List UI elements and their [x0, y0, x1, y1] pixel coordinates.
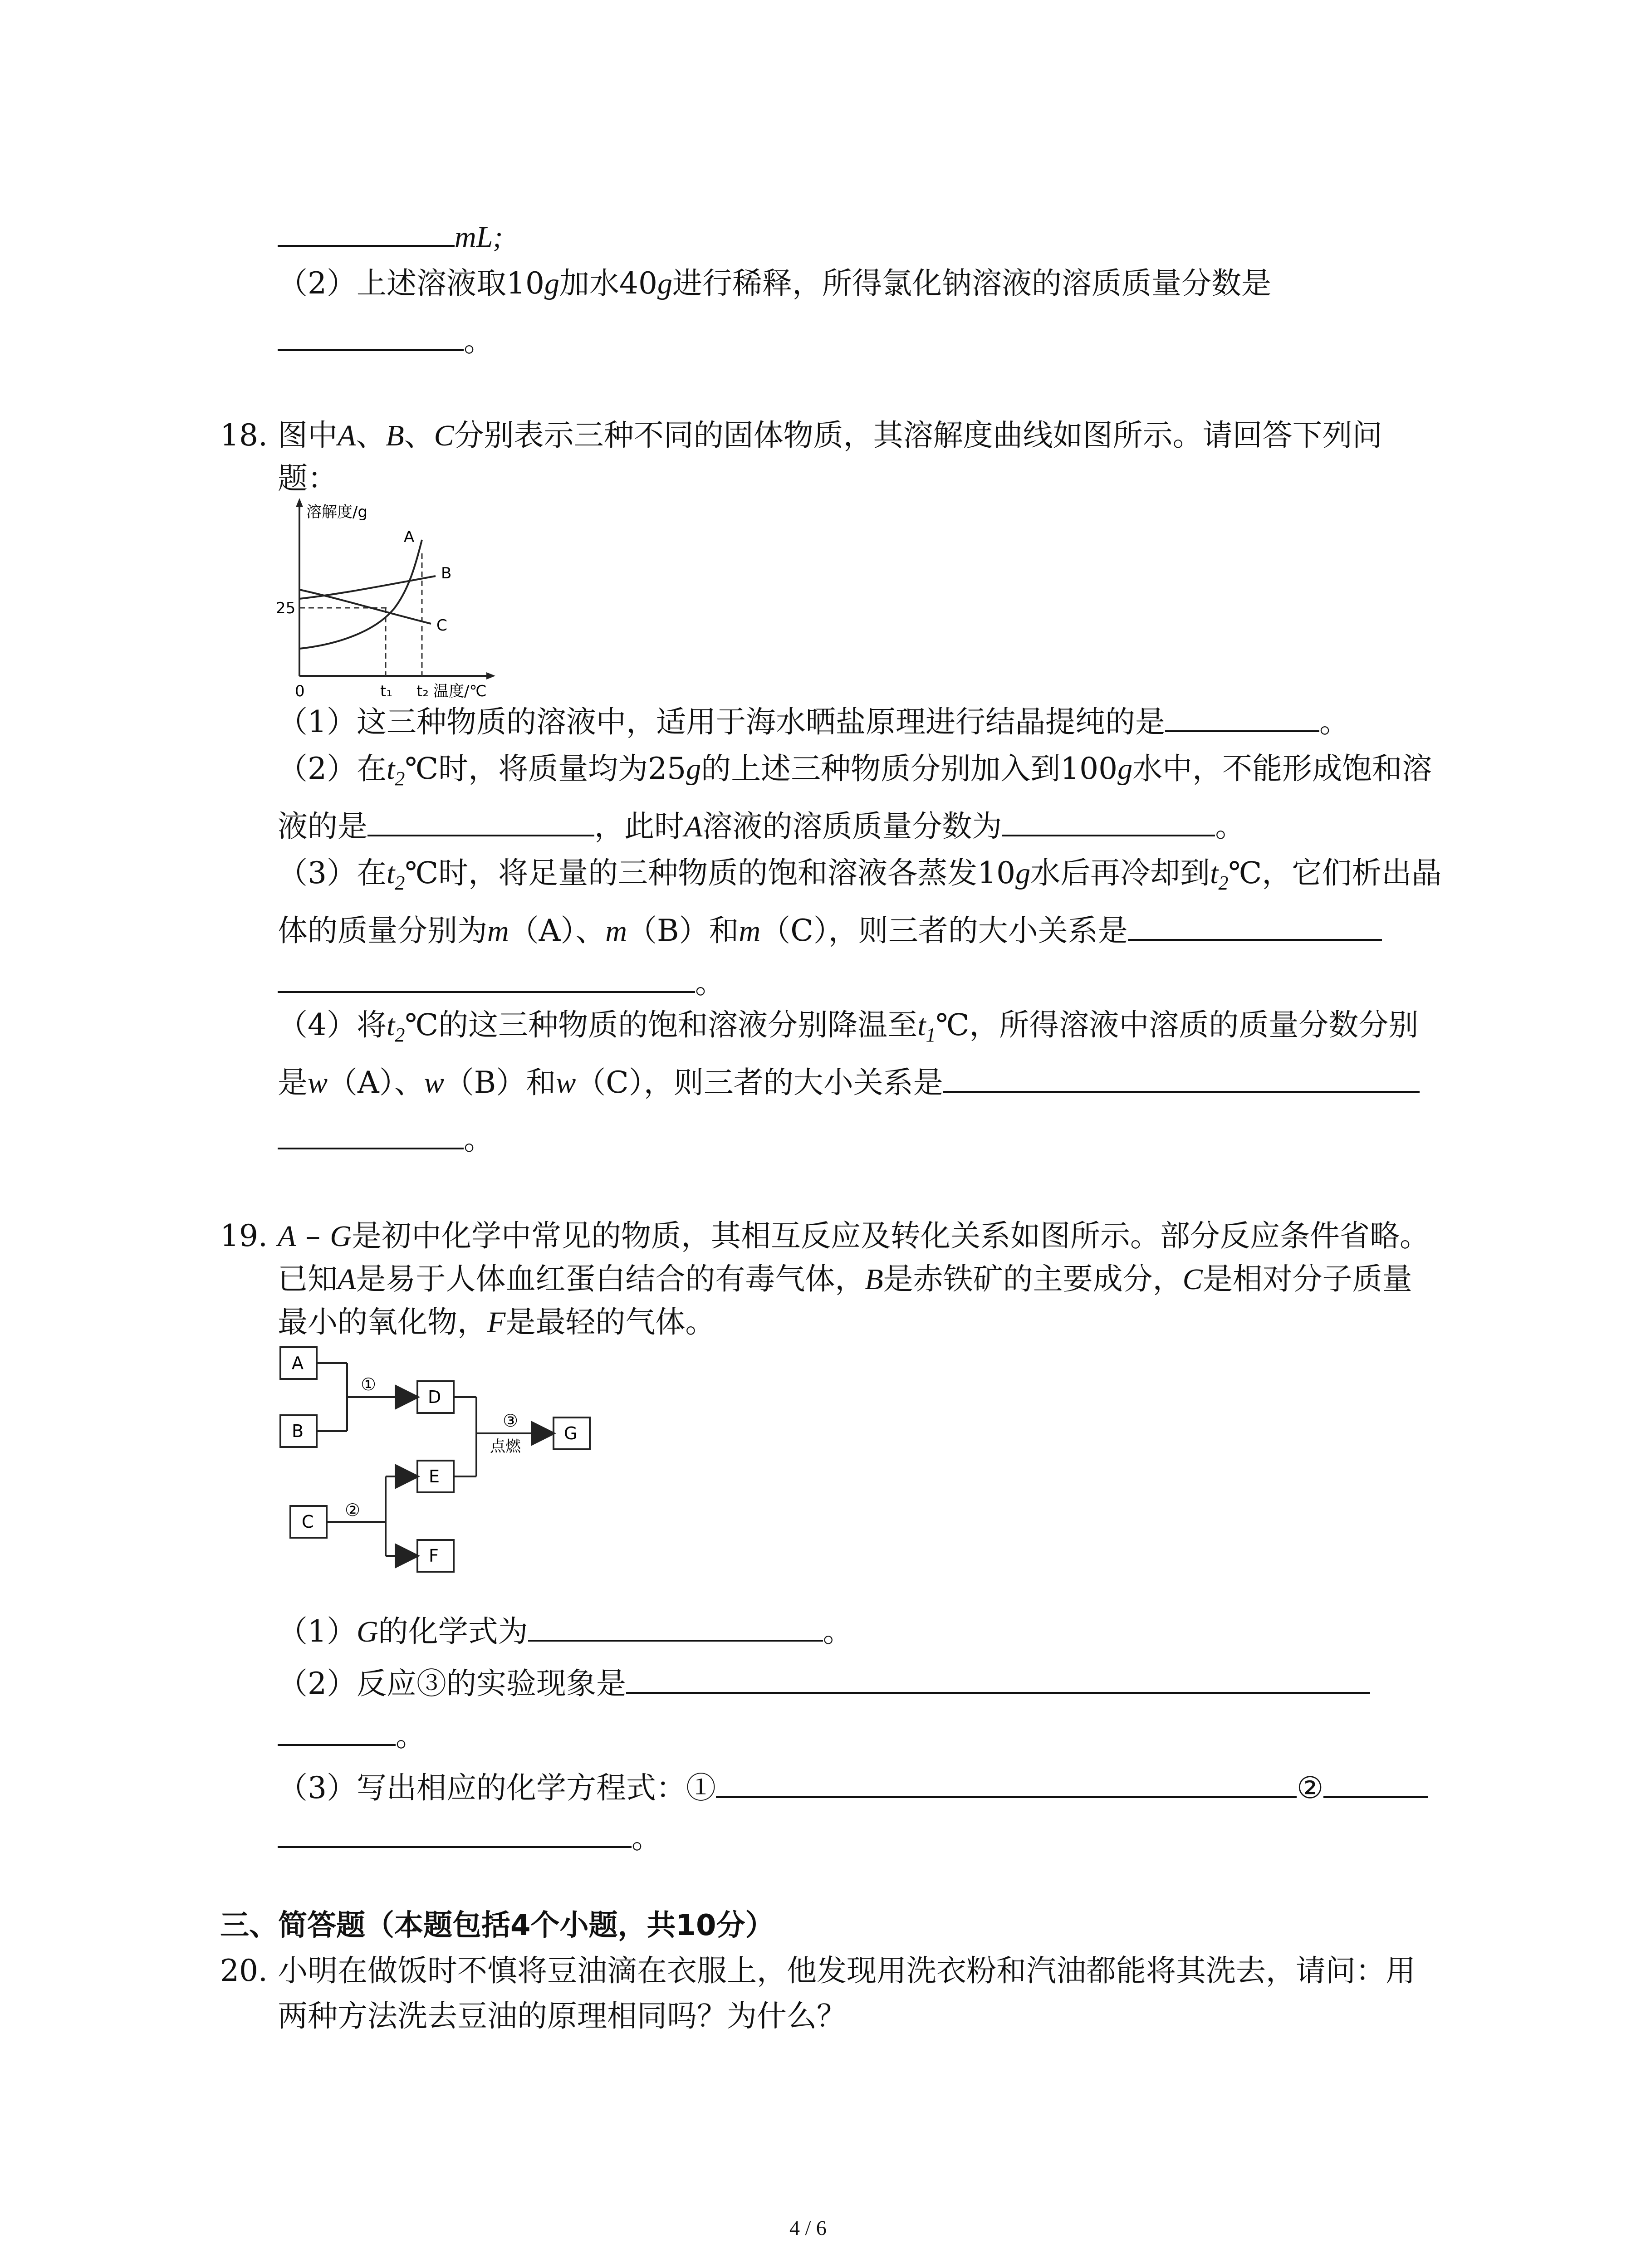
text: 溶液的溶质质量分数为: [702, 809, 1002, 844]
y-axis-label: 溶解度/g: [306, 503, 368, 521]
text: 是: [278, 1065, 308, 1100]
period: 。: [1215, 809, 1245, 844]
period: 。: [823, 1614, 853, 1649]
answer-blank[interactable]: [278, 1712, 396, 1746]
q18-sub4-line2: [278, 1059, 1420, 1104]
value: 40: [619, 266, 657, 301]
answer-blank[interactable]: [278, 318, 464, 351]
var: A: [278, 1220, 296, 1253]
subscript: 2: [395, 1024, 405, 1046]
text: （B）: [444, 1065, 526, 1100]
text: 两种方法洗去豆油的原理相同吗？为什么？: [278, 1999, 847, 2033]
answer-blank[interactable]: [278, 1814, 632, 1848]
x-tick-t2: t₂: [416, 682, 429, 700]
var: w: [424, 1066, 444, 1100]
period: 。: [1319, 704, 1349, 739]
answer-blank[interactable]: [278, 1116, 464, 1149]
text: ℃时，将足量的三种物质的饱和溶液各蒸发: [405, 855, 978, 890]
text: 、: [404, 418, 434, 453]
value: 10: [506, 266, 544, 301]
unit: g: [686, 753, 701, 786]
text: 的上述三种物质分别加入到: [701, 751, 1061, 786]
node-d-label: D: [428, 1387, 441, 1407]
text: –: [296, 1218, 330, 1253]
var: t: [917, 1009, 926, 1042]
x-axis-arrow: [486, 672, 495, 679]
period: 。: [695, 965, 725, 1000]
text: 分别表示三种不同的固体物质，其溶解度曲线如图所示。请回答下列问: [454, 418, 1382, 453]
value: 100: [1060, 751, 1118, 786]
text: 是相对分子质量: [1202, 1261, 1412, 1296]
text: 进行稀释，所得氯化钠溶液的溶质质量分数是: [672, 266, 1271, 301]
q18-sub3-line3: [278, 959, 725, 1003]
text: （C）: [760, 913, 828, 948]
text: 上述溶液取: [357, 266, 506, 301]
subscript: 2: [395, 767, 405, 790]
text: 和: [709, 913, 739, 948]
var: t: [387, 1009, 395, 1042]
text: （4）将: [278, 1007, 387, 1042]
q19-sub3-line2: [278, 1814, 661, 1858]
label-b: B: [441, 564, 452, 582]
value: 10: [977, 855, 1016, 890]
q18-sub3-line2: [278, 907, 1382, 952]
solubility-curve-chart: [272, 494, 508, 703]
text: 液的是: [278, 809, 367, 844]
node-c-label: C: [302, 1512, 314, 1532]
period: 。: [396, 1718, 426, 1753]
var: m: [487, 914, 509, 948]
unit: g: [1015, 857, 1031, 890]
text: 、: [394, 1065, 424, 1100]
answer-blank[interactable]: [1323, 1765, 1428, 1798]
answer-blank[interactable]: [278, 213, 455, 247]
q18-sub2-line2: [278, 803, 1245, 847]
text: （1）这三种物质的溶液中，适用于海水晒盐原理进行结晶提纯的是: [278, 704, 1165, 739]
period: 。: [632, 1820, 661, 1855]
q19-stem-line3: [278, 1302, 715, 1343]
text: 是初中化学中常见的物质，其相互反应及转化关系如图所示。部分反应条件省略。: [351, 1218, 1430, 1253]
node-g-label: G: [564, 1423, 578, 1443]
text: （3）在: [278, 855, 387, 890]
text: （A）: [509, 913, 576, 948]
reaction-1-label: ①: [361, 1374, 377, 1394]
text: （2）在: [278, 751, 387, 786]
q19-stem-line2: [278, 1259, 1412, 1300]
text: 加水: [559, 266, 619, 301]
label-a: A: [404, 528, 415, 546]
var: G: [357, 1615, 378, 1648]
text: 体的质量分别为: [278, 913, 487, 948]
answer-blank[interactable]: [367, 803, 594, 836]
node-b-label: B: [292, 1421, 304, 1441]
q19-sub1: [278, 1608, 853, 1652]
var: A: [338, 419, 356, 452]
text: ℃，它们析出晶: [1228, 855, 1442, 890]
answer-blank[interactable]: [626, 1660, 1370, 1694]
value: 25: [648, 751, 686, 786]
var: m: [605, 914, 627, 948]
origin-label: 0: [295, 682, 305, 700]
reaction-3-label: ③: [503, 1411, 519, 1431]
reaction-diagram: [272, 1343, 608, 1588]
y-tick-25: 25: [276, 599, 296, 617]
q17-blank-1-line: [278, 213, 503, 258]
q18-sub4-line1: [278, 1005, 1418, 1056]
sub-number: （2）: [278, 266, 357, 301]
q18-stem-line1: [220, 415, 1382, 456]
reaction-2-label: ②: [345, 1500, 361, 1520]
q18-sub3-line1: [278, 853, 1441, 904]
answer-blank[interactable]: [1128, 907, 1382, 941]
period: 。: [464, 1122, 494, 1157]
question-number: 18.: [220, 418, 268, 453]
text: 是赤铁矿的主要成分，: [883, 1261, 1183, 1296]
subscript: 1: [926, 1024, 936, 1046]
text: 最小的氧化物，: [278, 1305, 487, 1339]
label-c: C: [436, 616, 447, 635]
text: ②: [1297, 1770, 1324, 1805]
q17-sub2: [278, 263, 1271, 304]
text: ，此时: [594, 809, 684, 844]
text: （3）写出相应的化学方程式：①: [278, 1770, 716, 1805]
section-heading: 三、简答题（本题包括4个小题，共10分）: [220, 1909, 774, 1942]
question-number: 20.: [220, 1953, 268, 1988]
q18-stem-line2: [278, 458, 338, 499]
text: 水后再冷却到: [1030, 855, 1210, 890]
var: t: [387, 857, 395, 890]
unit: g: [544, 267, 559, 300]
var: w: [308, 1066, 328, 1100]
unit: g: [657, 267, 672, 300]
q18-sub2-line1: [278, 748, 1432, 799]
answer-blank[interactable]: [1002, 803, 1215, 836]
answer-blank[interactable]: [278, 959, 695, 993]
subscript: 2: [395, 872, 405, 894]
var: t: [1210, 857, 1219, 890]
var: F: [487, 1306, 506, 1339]
var: C: [434, 419, 454, 452]
q20-line1: [220, 1950, 1416, 1991]
text: 、: [356, 418, 386, 453]
q17-blank-2-line: [278, 318, 494, 362]
question-number: 19.: [220, 1218, 268, 1253]
var: A: [684, 810, 703, 843]
q18-sub4-line3: [278, 1116, 494, 1160]
var: m: [739, 914, 761, 948]
var: B: [386, 419, 404, 452]
unit-ml: mL;: [455, 220, 503, 254]
text: 题：: [278, 461, 338, 496]
answer-blank[interactable]: [528, 1608, 823, 1642]
var: C: [1182, 1263, 1203, 1296]
period: 。: [464, 323, 494, 358]
text: （A）: [328, 1065, 394, 1100]
text: （2）反应③的实验现象是: [278, 1666, 626, 1701]
text: 图中: [278, 418, 338, 453]
q19-sub2: [278, 1660, 1370, 1704]
answer-blank[interactable]: [716, 1765, 1297, 1798]
answer-blank[interactable]: [1165, 699, 1319, 732]
node-a-label: A: [292, 1353, 304, 1373]
page-number: 4 / 6: [789, 2216, 827, 2239]
q20-line2: [278, 1996, 847, 2037]
node-e-label: E: [429, 1466, 440, 1486]
text: ，则三者的大小关系是: [828, 913, 1128, 948]
curve-c: [299, 590, 431, 624]
text: ，则三者的大小关系是: [643, 1065, 943, 1100]
text: 水中，不能形成饱和溶: [1132, 751, 1432, 786]
answer-blank[interactable]: [943, 1059, 1420, 1093]
text: 、: [575, 913, 606, 948]
text: ℃的这三种物质的饱和溶液分别降温至: [405, 1007, 918, 1042]
var: w: [556, 1066, 576, 1100]
text: 的化学式为: [378, 1614, 528, 1649]
text: ℃时，将质量均为: [405, 751, 648, 786]
var: G: [330, 1220, 352, 1253]
condition-ignite-label: 点燃: [490, 1437, 521, 1456]
var: B: [865, 1263, 883, 1296]
text: 是最轻的气体。: [505, 1305, 715, 1339]
subscript: 2: [1218, 872, 1229, 894]
text: （C）: [576, 1065, 644, 1100]
text: 是易于人体血红蛋白结合的有毒气体，: [356, 1261, 865, 1296]
text: 已知: [278, 1261, 338, 1296]
text: 和: [526, 1065, 556, 1100]
var: A: [338, 1263, 356, 1296]
text: 小明在做饭时不慎将豆油滴在衣服上，他发现用洗衣粉和汽油都能将其洗去，请问：用: [278, 1953, 1416, 1988]
unit: g: [1117, 753, 1133, 786]
text: （1）: [278, 1614, 357, 1649]
var: t: [387, 753, 395, 786]
text: （B）: [627, 913, 709, 948]
q19-stem-line1: [220, 1216, 1430, 1257]
x-tick-t1: t₁: [380, 682, 392, 700]
q19-sub3: [278, 1765, 1428, 1809]
x-axis-label: 温度/℃: [433, 682, 487, 700]
q19-sub2-line2: [278, 1712, 426, 1756]
y-axis-arrow: [296, 498, 303, 507]
text: ℃，所得溶液中溶质的质量分数分别: [936, 1007, 1419, 1042]
node-f-label: F: [429, 1546, 439, 1566]
q18-sub1: [278, 699, 1349, 743]
